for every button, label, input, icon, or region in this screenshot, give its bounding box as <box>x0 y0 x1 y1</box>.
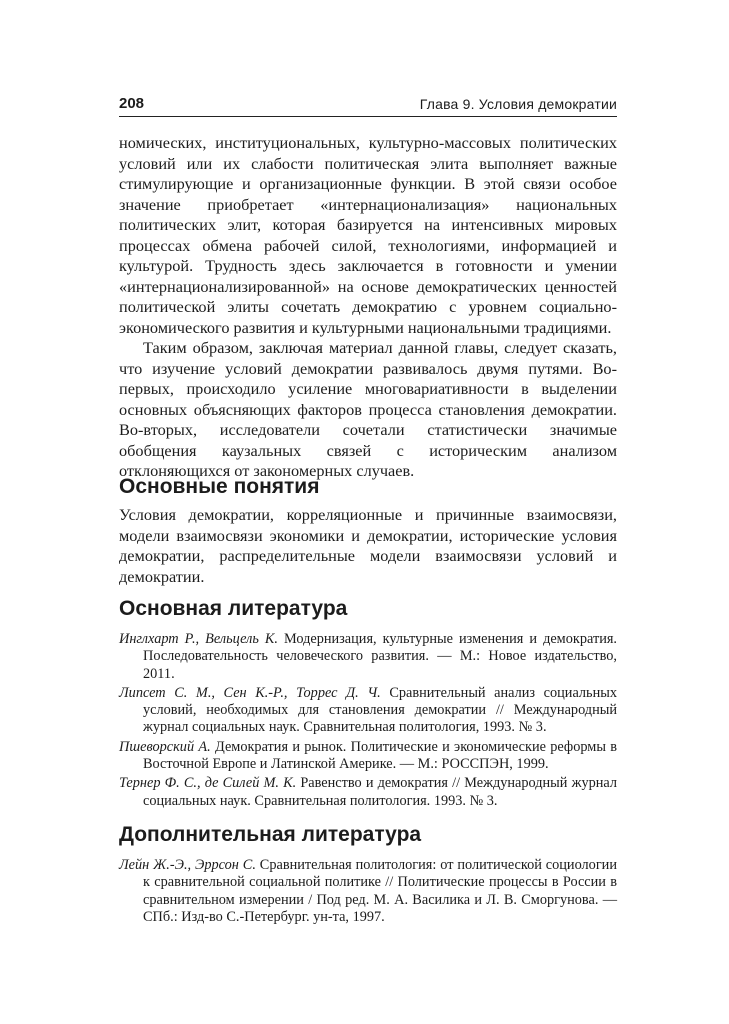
bib-authors: Инглхарт Р., Вельцель К. <box>119 631 278 647</box>
concepts-text: Условия демократии, корреляционные и причинные взаимосвязи, модели взаимосвязи экономики и демократии, исторические условия демократии, распределительные модели взаимосвязи условий и демократии. <box>119 505 617 586</box>
bibliography-entry <box>119 631 617 683</box>
bibliography-entry <box>119 857 617 926</box>
additional-literature-heading: Дополнительная литература <box>119 823 422 846</box>
bib-authors: Пшеворский А. <box>119 738 211 755</box>
bib-authors: Липсет С. М., Сен К.-Р., Торрес Д. Ч. <box>119 684 381 701</box>
bib-details: Сравнительный анализ социальных условий, необходимых для становления демократии // Международный журнал социальных наук. Сравнительная политология, 1993. № 3. <box>143 684 617 736</box>
bibliography-entry <box>119 739 617 774</box>
bib-authors: Лейн Ж.-Э., Эррсон С. <box>119 857 256 873</box>
main-literature-heading: Основная литература <box>119 597 348 620</box>
main-literature-list <box>119 631 617 812</box>
bib-details: Демократия и рынок. Политические и экономические реформы в Восточной Европе и Латинской Америке. — М.: РОССПЭН, 1999. <box>143 738 617 773</box>
paragraph-continued: номических, институциональных, культурно-массовых политических условий или их слабости политическая элита выполняет важные стимулирующие и организационные функции. В этой связи особое значение приобретает «интернационализация» национальных политических элит, которая базируется на интенсивных мировых процессах обмена рабочей силой, технологиями, информацией и культурой. Трудность здесь заключается в готовности и умении «интернационализированной» на основе демократических ценностей политической элиты сочетать демократию с уровнем социально-экономического развития и культурными национальными традициями. <box>119 133 617 337</box>
page-number: 208 <box>119 95 145 112</box>
bibliography-entry <box>119 775 617 810</box>
chapter-title: Глава 9. Условия демократии <box>419 96 617 112</box>
body-text <box>119 133 617 482</box>
paragraph-conclusion: Таким образом, заключая материал данной главы, следует сказать, что изучение условий демократии развивалось двумя путями. Во-первых, происходило усиление многовариативности в выделении основных объясняющих факторов процесса становления демократии. Во-вторых, исследователи сочетали статистически значимые обобщения каузальных связей с историческим анализом отклоняющихся от закономерных случаев. <box>119 338 617 480</box>
bib-authors: Тернер Ф. С., де Силей М. К. <box>119 775 297 792</box>
concepts-heading: Основные понятия <box>119 475 320 498</box>
bib-details: Сравнительная политология: от политической социологии к сравнительной социальной политике // Политические процессы в России в сравнительном измерении / Под ред. М. А. Василика и Л. В. Сморгунова. — СПб.: Изд-во С.-Петербург. ун-та, 1997. <box>143 857 617 925</box>
bib-details: Равенство и демократия // Международный журнал социальных наук. Сравнительная политология. 1993. № 3. <box>143 775 617 809</box>
bib-details: Модернизация, культурные изменения и демократия. Последовательность человеческого развития. — М.: Новое издательство, 2011. <box>143 631 617 682</box>
additional-literature-list <box>119 857 617 928</box>
bibliography-entry <box>119 685 617 737</box>
running-header <box>119 94 617 117</box>
